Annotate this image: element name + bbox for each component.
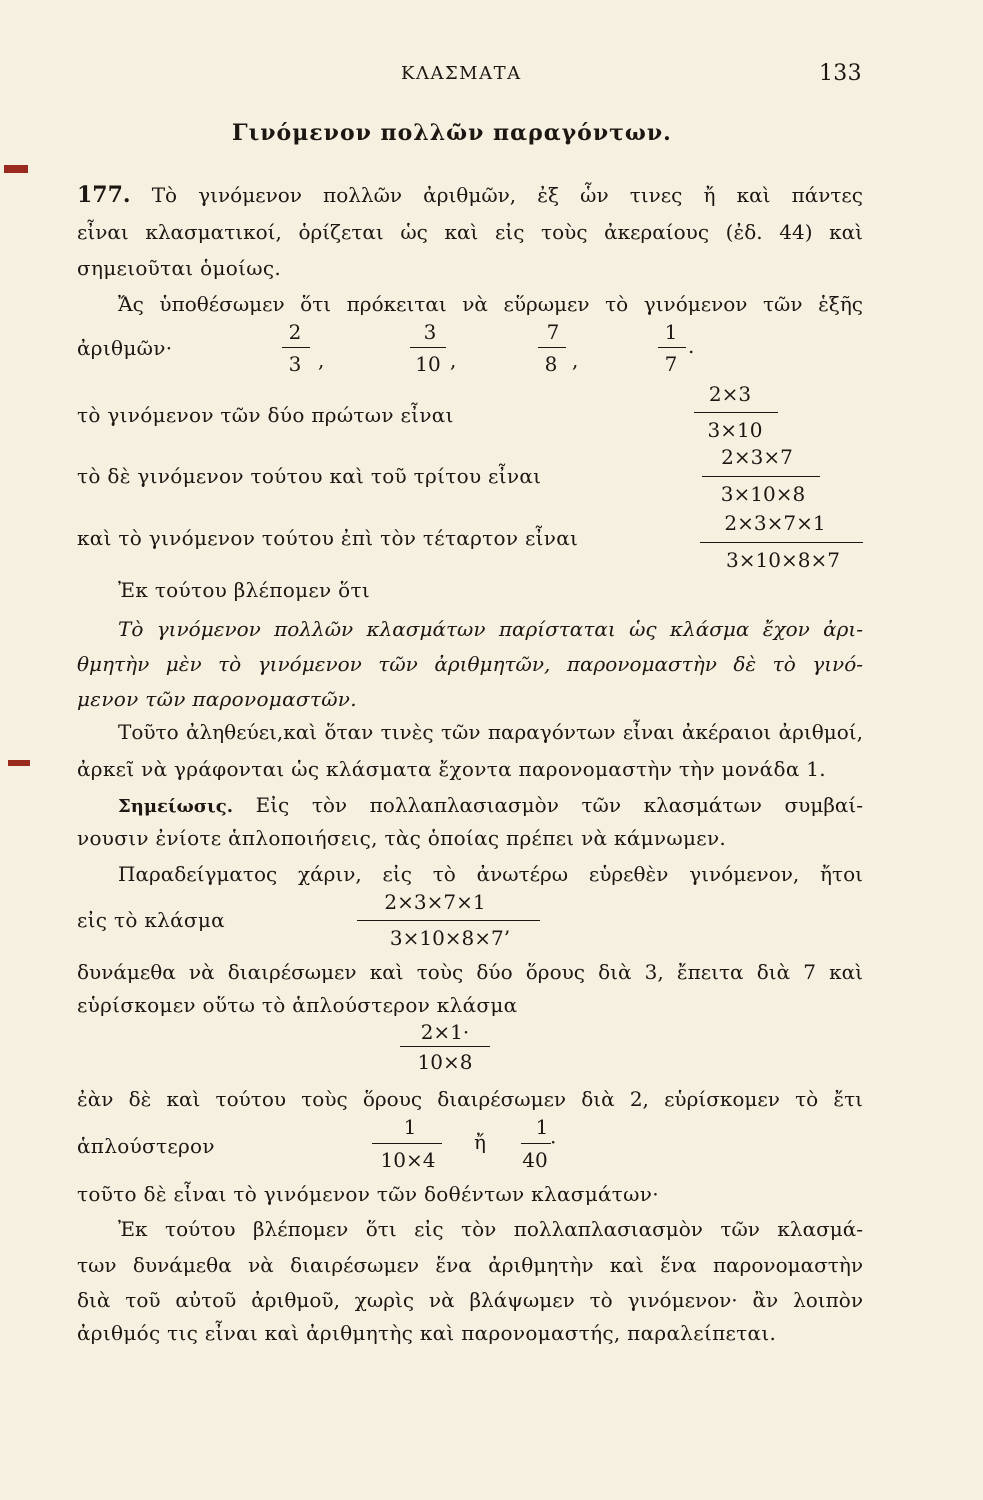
running-header: ΚΛΑΣΜΑΤΑ (401, 63, 522, 84)
rule-line3: μενον τῶν παρονομαστῶν. (77, 687, 357, 711)
example-frac2-bar (400, 1046, 490, 1047)
frac1-sep: , (318, 348, 325, 372)
rule-line2: θμητὴν μὲν τὸ γινόμενον τῶν ἀριθμητῶν, παρονομαστὴν δὲ τὸ γινό- (77, 652, 863, 676)
para-number: 177. (77, 182, 131, 208)
suppose-line: Ἄς ὑποθέσωμεν ὅτι πρόκειται νὰ εὕρωμεν τὸ γινόμενον τῶν ἑξῆς (118, 292, 863, 316)
step2-bar (702, 476, 820, 477)
example-frac-den: 3×10×8×7’ (389, 926, 511, 950)
final-line2: των δυνάμεθα νὰ διαιρέσωμεν ἕνα ἀριθμητὴν καὶ ἕνα παρονομαστὴν (77, 1253, 863, 1277)
truth-line1: Τοῦτο ἀληθεύει,καὶ ὅταν τινὲς τῶν παραγόντων εἶναι ἀκέραιοι ἀριθμοί, (118, 720, 863, 744)
step3-num: 2×3×7×1 (724, 511, 826, 535)
frac4-num: 1 (664, 320, 678, 344)
frac4-den: 7 (664, 352, 678, 376)
frac2-den: 10 (415, 352, 441, 376)
para177-line2: εἶναι κλασματικοί, ὁρίζεται ὡς καὶ εἰς τοὺς ἀκεραίους (ἐδ. 44) καὶ (77, 220, 863, 244)
final-line3: διὰ τοῦ αὐτοῦ ἀριθμοῦ, χωρὶς νὰ βλάψωμεν τὸ γινόμενον· ἂν λοιπὸν (77, 1288, 863, 1312)
step3-bar (700, 542, 863, 543)
example-frac3-num: 1 (403, 1115, 417, 1139)
example-frac3-bar (372, 1143, 442, 1144)
step3-den: 3×10×8×7 (726, 548, 840, 572)
example-or: ἤ (474, 1130, 487, 1154)
frac1-num: 2 (288, 320, 302, 344)
conclusion-intro: Ἐκ τούτου βλέπομεν ὅτι (118, 578, 371, 602)
truth-line2: ἀρκεῖ νὰ γράφονται ὡς κλάσματα ἔχοντα παρονομαστὴν τὴν μονάδα 1. (77, 757, 826, 781)
final-line1: Ἐκ τούτου βλέπομεν ὅτι εἰς τὸν πολλαπλασιασμὸν τῶν κλασμά- (118, 1217, 863, 1241)
example-frac4-bar (521, 1143, 551, 1144)
frac3-num: 7 (546, 320, 560, 344)
frac3-bar (538, 347, 566, 348)
frac3-den: 8 (544, 352, 558, 376)
step1-bar (694, 412, 778, 413)
frac4-sep: . (688, 334, 695, 358)
page-number: 133 (819, 61, 862, 86)
step2-text: τὸ δὲ γινόμενον τούτου καὶ τοῦ τρίτου εἶναι (77, 464, 542, 488)
example-line2: δυνάμεθα νὰ διαιρέσωμεν καὶ τοὺς δύο ὅρους διὰ 3, ἔπειτα διὰ 7 καὶ (77, 960, 863, 984)
example-line3: εὑρίσκομεν οὕτω τὸ ἁπλούστερον κλάσμα (77, 993, 518, 1017)
margin-mark-mid (8, 760, 30, 766)
frac3-sep: , (572, 348, 579, 372)
example-frac-bar (357, 920, 540, 921)
step1-den: 3×10 (707, 418, 763, 442)
para177-line3: σημειοῦται ὁμοίως. (77, 256, 281, 280)
final-line4: ἀριθμός τις εἶναι καὶ ἀριθμητὴς καὶ παρονομαστής, παραλείπεται. (77, 1321, 777, 1345)
frac2-bar (410, 347, 446, 348)
para177-text1: Τὸ γινόμενον πολλῶν ἀριθμῶν, ἐξ ὧν τινες ἤ καὶ πάντες (151, 183, 863, 207)
frac4-bar (658, 347, 686, 348)
note-line1 (118, 793, 863, 817)
note-text1: Εἰς τὸν πολλαπλασιασμὸν τῶν κλασμάτων συμβαί- (255, 793, 864, 817)
example-line5: τοῦτο δὲ εἶναι τὸ γινόμενον τῶν δοθέντων κλασμάτων· (77, 1182, 659, 1206)
frac2-num: 3 (423, 320, 437, 344)
example-line1: Παραδείγματος χάριν, εἰς τὸ ἀνωτέρω εὑρεθὲν γινόμενον, ἤτοι (118, 862, 863, 886)
step1-text: τὸ γινόμενον τῶν δύο πρώτων εἶναι (77, 403, 454, 427)
example-frac4-sep: · (550, 1130, 557, 1154)
example-line4: ἐὰν δὲ καὶ τούτου τοὺς ὅρους διαιρέσωμεν διὰ 2, εὑρίσκομεν τὸ ἔτι (77, 1087, 863, 1111)
example-frac2-den: 10×8 (417, 1050, 473, 1074)
example-frac2-num: 2×1· (420, 1020, 470, 1044)
step2-num: 2×3×7 (721, 445, 793, 469)
margin-mark-top (4, 165, 28, 173)
para177-line1 (77, 182, 863, 208)
example-frac3-den: 10×4 (380, 1148, 436, 1172)
example-frac4-num: 1 (535, 1115, 549, 1139)
step1-num: 2×3 (708, 382, 752, 406)
frac2-sep: , (450, 348, 457, 372)
note-line2: νουσιν ἐνίοτε ἁπλοποιήσεις, τὰς ὁποίας πρέπει νὰ κάμνωμεν. (77, 826, 727, 850)
step3-text: καὶ τὸ γινόμενον τούτου ἐπὶ τὸν τέταρτον εἶναι (77, 526, 579, 550)
section-title: Γινόμενον πολλῶν παραγόντων. (232, 120, 672, 146)
rule-line1: Τὸ γινόμενον πολλῶν κλασμάτων παρίσταται ὡς κλάσμα ἔχον ἀρι- (118, 617, 863, 641)
note-label: Σημείωσις. (118, 796, 233, 817)
example-frac-num: 2×3×7×1 (384, 890, 486, 914)
numbers-label: ἀριθμῶν· (77, 336, 173, 360)
example-frac4-den: 40 (522, 1148, 548, 1172)
example-label: εἰς τὸ κλάσμα (77, 908, 225, 932)
frac1-den: 3 (288, 352, 302, 376)
step2-den: 3×10×8 (720, 482, 806, 506)
frac1-bar (282, 347, 310, 348)
example-label2: ἁπλούστερον (77, 1134, 215, 1158)
